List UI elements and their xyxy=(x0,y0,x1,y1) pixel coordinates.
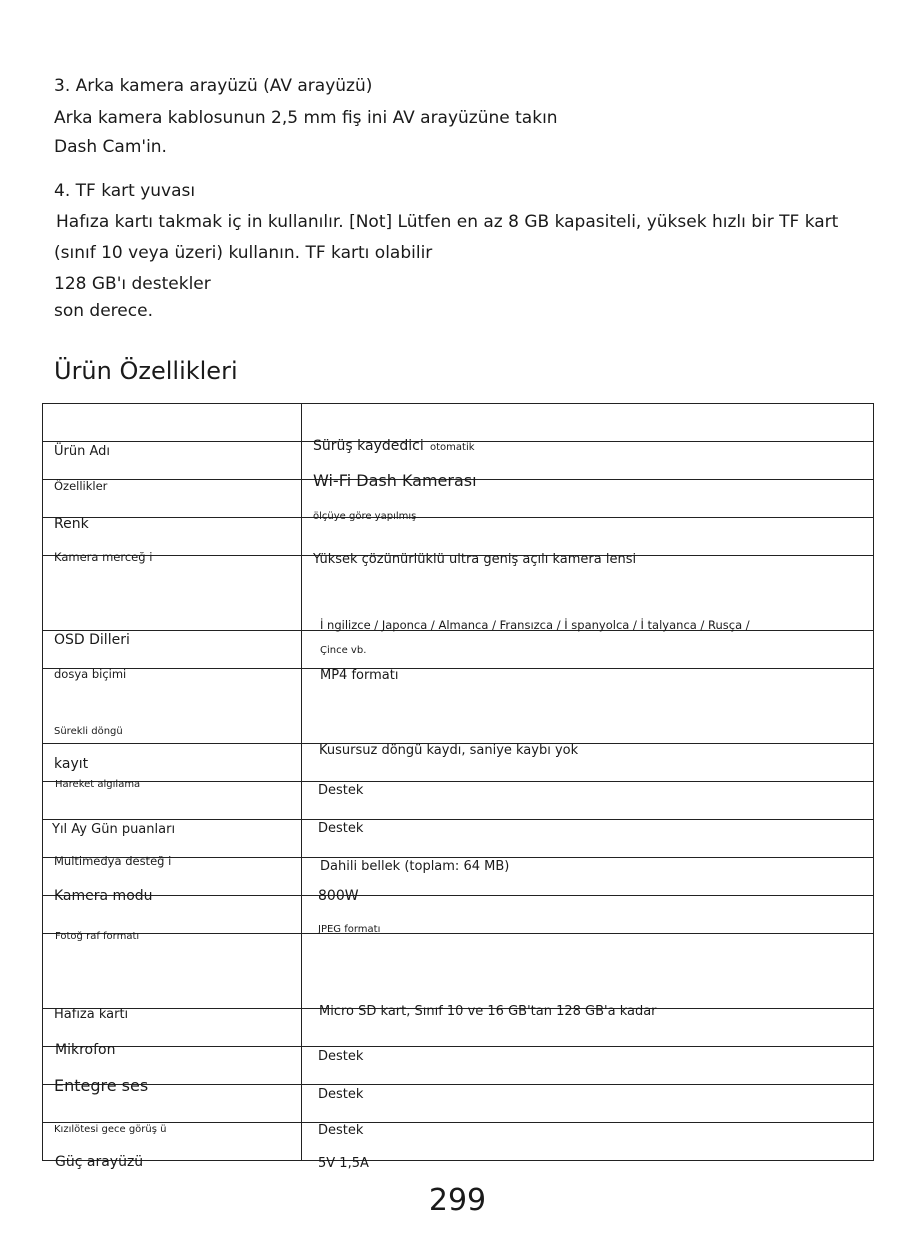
rear-camera-heading: 3. Arka kamera arayüzü (AV arayüzü) xyxy=(54,76,373,96)
spec-label-line2: kayıt xyxy=(54,756,89,772)
spec-label: Kızılötesi gece görüş ü xyxy=(54,1123,167,1135)
spec-table xyxy=(42,403,874,1171)
spec-value-cell xyxy=(302,518,874,567)
rear-camera-text-cont: Dash Cam'in. xyxy=(54,137,167,157)
spec-value: Destek xyxy=(318,1086,364,1102)
spec-value: MP4 formatı xyxy=(320,667,399,683)
tf-slot-text: Hafıza kartı takmak iç in kullanılır. [Not] Lütfen en az 8 GB kapasiteli, yüksek hızlı bir TF kart xyxy=(56,212,839,232)
spec-label: Hafıza kartı xyxy=(54,1007,129,1022)
table-row xyxy=(43,1123,874,1161)
spec-value: Destek xyxy=(318,782,364,798)
spec-value: Micro SD kart, Sınıf 10 ve 16 GB'tan 128 GB'a kadar xyxy=(319,1004,657,1019)
spec-label: Multimedya desteğ i xyxy=(54,853,172,868)
spec-value: Yüksek çözünürlüklü ultra geniş açılı kamera lensi xyxy=(313,551,637,567)
tf-slot-heading: 4. TF kart yuvası xyxy=(54,181,196,201)
spec-label: Entegre ses xyxy=(54,1075,149,1095)
table-row xyxy=(43,556,874,631)
spec-value-cell xyxy=(302,556,874,656)
table-row xyxy=(43,518,874,556)
spec-label: Fotoğ raf formatı xyxy=(55,930,140,942)
spec-value: ölçüye göre yapılmış xyxy=(313,510,417,522)
spec-label: Hareket algılama xyxy=(55,778,141,790)
spec-label: Özellikler xyxy=(54,478,108,493)
spec-value: Destek xyxy=(318,820,364,836)
spec-value: Destek xyxy=(318,1048,364,1064)
spec-value: Dahili bellek (toplam: 64 MB) xyxy=(320,858,510,874)
spec-label: OSD Dilleri xyxy=(54,632,130,648)
spec-value: Sürüş kaydedici xyxy=(313,437,424,454)
spec-label-cell xyxy=(43,404,302,459)
spec-value-line2: Çince vb. xyxy=(320,645,367,656)
spec-value: Wi-Fi Dash Kamerası xyxy=(313,470,477,490)
section-heading: Ürün Özellikleri xyxy=(54,357,238,385)
spec-label: Ürün Adı xyxy=(54,443,110,459)
spec-value-suffix: otomatik xyxy=(430,441,475,453)
spec-value: Destek xyxy=(318,1122,364,1138)
page-number: 299 xyxy=(428,1183,487,1218)
spec-value-cell xyxy=(302,1085,874,1138)
spec-value-cell xyxy=(302,1047,874,1102)
rear-camera-text: Arka kamera kablosunun 2,5 mm fiş ini AV arayüzüne takın xyxy=(54,108,558,128)
spec-value-cell xyxy=(302,404,874,454)
table-row xyxy=(43,934,874,1009)
spec-value-cell xyxy=(302,934,874,1019)
table-row xyxy=(43,404,874,442)
spec-value: 800W xyxy=(318,887,359,904)
spec-label: Sürekli döngü xyxy=(54,726,123,737)
spec-label: Renk xyxy=(54,515,89,532)
table-row xyxy=(43,896,874,934)
table-row xyxy=(43,1085,874,1123)
spec-label: Mikrofon xyxy=(55,1041,116,1058)
spec-label-cell xyxy=(43,934,302,1022)
table-row xyxy=(43,1047,874,1085)
spec-label-cell xyxy=(43,556,302,648)
spec-value-cell xyxy=(302,896,874,934)
spec-label: Yıl Ay Gün puanları xyxy=(52,821,176,837)
spec-label: Kamera modu xyxy=(54,887,153,904)
spec-value-cell xyxy=(302,782,874,836)
spec-label: Kamera merceğ i xyxy=(54,549,153,564)
spec-value-cell xyxy=(302,820,874,874)
spec-label: dosya biçimi xyxy=(54,666,127,681)
spec-value: 5V 1,5A xyxy=(318,1155,369,1171)
spec-value: İ ngilizce / Japonca / Almanca / Fransızca / İ spanyolca / İ talyanca / Rusça / xyxy=(320,618,750,632)
table-row xyxy=(43,631,874,669)
spec-value-cell xyxy=(302,631,874,683)
tf-slot-text-2: (sınıf 10 veya üzeri) kullanın. TF kartı olabilir xyxy=(54,243,433,263)
table-row xyxy=(43,782,874,820)
table-row xyxy=(43,669,874,744)
spec-label: Güç arayüzü xyxy=(55,1153,144,1170)
spec-value: Kusursuz döngü kaydı, saniye kaybı yok xyxy=(319,743,579,758)
spec-value-cell xyxy=(302,1123,874,1171)
tf-slot-text-3: 128 GB'ı destekler xyxy=(54,274,211,294)
tf-slot-text-4: son derece. xyxy=(54,301,153,321)
spec-value: JPEG formatı xyxy=(318,923,381,935)
